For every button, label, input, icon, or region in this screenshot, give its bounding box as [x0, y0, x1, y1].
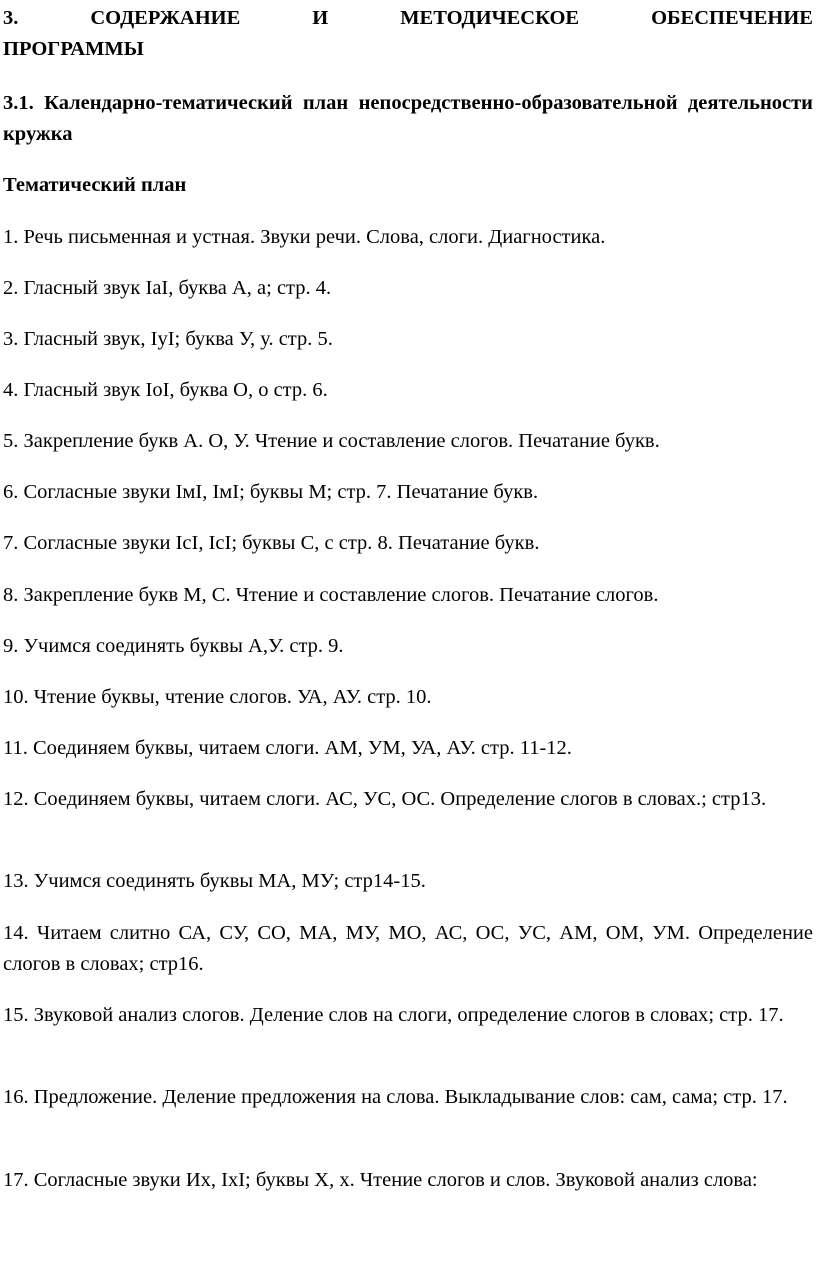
plan-item: 2. Гласный звук IaI, буква А, а; стр. 4.: [3, 277, 332, 299]
plan-item: 3. Гласный звук, IyI; буква У, у. стр. 5.: [3, 328, 333, 350]
plan-item: 15. Звуковой анализ слогов. Деление слов на слоги, определение слогов в словах; стр. 17.: [3, 1004, 784, 1026]
plan-item: 4. Гласный звук IoI, буква О, о стр. 6.: [3, 379, 328, 401]
plan-item: 9. Учимся соединять буквы А,У. стр. 9.: [3, 635, 344, 657]
plan-item: 16. Предложение. Деление предложения на слова. Выкладывание слов: сам, сама; стр. 17.: [3, 1086, 788, 1108]
section-title: [3, 3, 813, 65]
plan-item: 17. Согласные звуки Их, IхI; буквы Х, х. Чтение слогов и слов. Звуковой анализ слова:: [3, 1169, 758, 1191]
plan-item: 5. Закрепление букв А. О, У. Чтение и составление слогов. Печатание букв.: [3, 430, 660, 452]
plan-item: 1. Речь письменная и устная. Звуки речи. Слова, слоги. Диагностика.: [3, 226, 606, 248]
plan-item: 13. Учимся соединять буквы МА, МУ; стр14-15.: [3, 870, 426, 892]
section-title-word: СОДЕРЖАНИЕ: [90, 7, 241, 29]
section-title-word: ОБЕСПЕЧЕНИЕ: [651, 7, 813, 29]
subsection-title: 3.1. Календарно-тематический план непосредственно-образовательной деятельности кружка: [3, 92, 813, 145]
section-title-line-2: ПРОГРАММЫ: [3, 38, 144, 60]
section-title-line-1: [3, 3, 813, 34]
plan-heading: Тематический план: [3, 174, 187, 196]
plan-item: 8. Закрепление букв М, С. Чтение и составление слогов. Печатание слогов.: [3, 584, 659, 606]
section-title-word: И: [312, 7, 329, 29]
section-title-word: 3.: [3, 7, 19, 29]
section-title-word: МЕТОДИЧЕСКОЕ: [400, 7, 580, 29]
plan-item: 12. Соединяем буквы, читаем слоги. АС, УС, ОС. Определение слогов в словах.; стр13.: [3, 788, 767, 810]
plan-item: 11. Соединяем буквы, читаем слоги. АМ, УМ, УА, АУ. стр. 11-12.: [3, 737, 572, 759]
plan-item: 7. Согласные звуки IсI, IсI; буквы С, с стр. 8. Печатание букв.: [3, 532, 540, 554]
plan-item: 14. Читаем слитно СА, СУ, СО, МА, МУ, МО, АС, ОС, УС, АМ, ОМ, УМ. Определение слогов в словах; стр16.: [3, 922, 813, 975]
plan-item: 10. Чтение буквы, чтение слогов. УА, АУ. стр. 10.: [3, 686, 432, 708]
plan-item: 6. Согласные звуки IмI, IмI; буквы М; стр. 7. Печатание букв.: [3, 481, 539, 503]
